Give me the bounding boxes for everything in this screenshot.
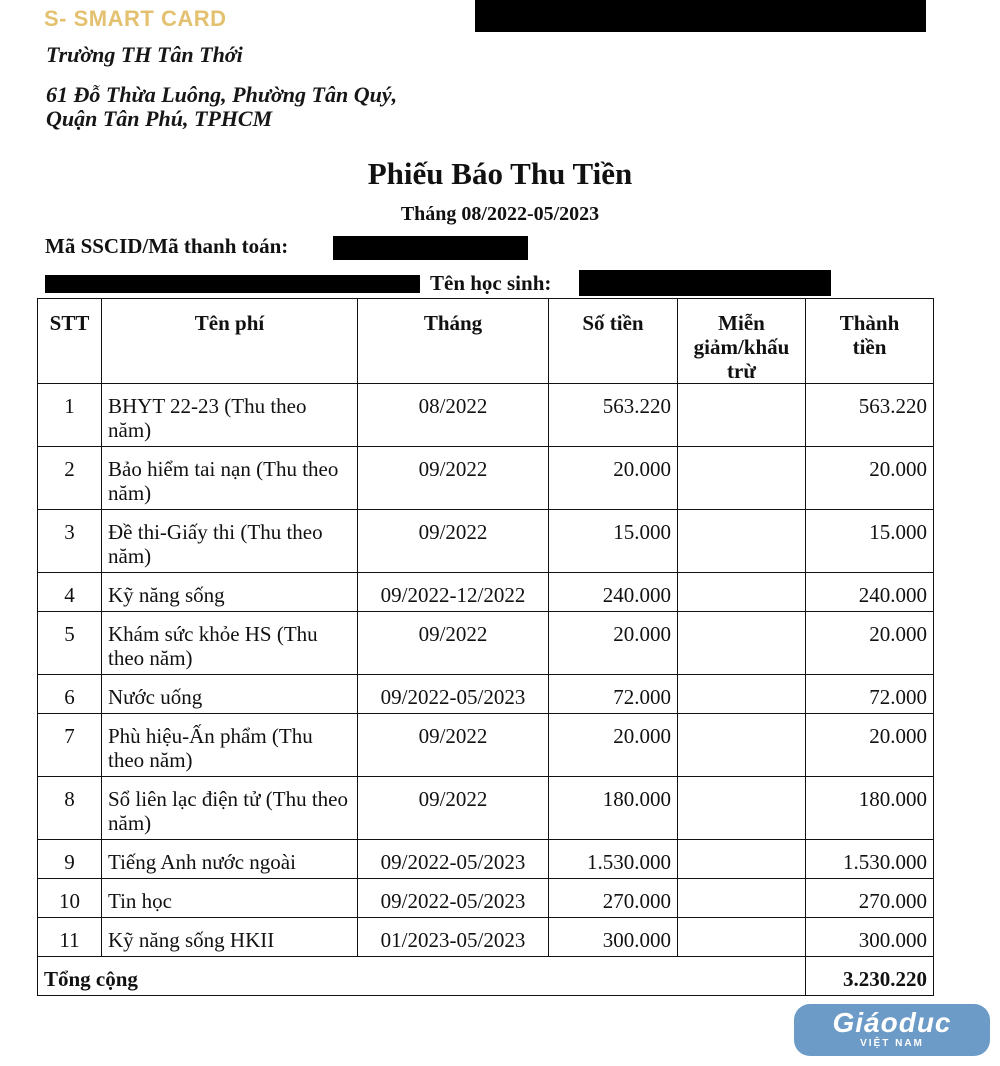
cell-stt: 8 xyxy=(38,777,102,840)
table-row xyxy=(38,447,934,510)
cell-thang: 09/2022 xyxy=(358,510,549,573)
cell-stt: 9 xyxy=(38,840,102,879)
header-thanh-tien-line1: Thành xyxy=(839,311,900,335)
redacted-class xyxy=(45,275,420,293)
cell-ten-phi: Tiếng Anh nước ngoài xyxy=(102,840,358,879)
cell-thanh-tien: 180.000 xyxy=(806,777,934,840)
cell-so-tien: 270.000 xyxy=(549,879,678,918)
cell-thang: 09/2022 xyxy=(358,777,549,840)
table-row xyxy=(38,777,934,840)
header-mien-giam-line3: trừ xyxy=(727,359,756,383)
header-stt: STT xyxy=(38,299,102,384)
school-name: Trường TH Tân Thới xyxy=(46,42,243,67)
table-row xyxy=(38,675,934,714)
table-row xyxy=(38,510,934,573)
cell-thang: 09/2022-05/2023 xyxy=(358,879,549,918)
header-mien-giam-line1: Miễn xyxy=(718,311,765,335)
table-row xyxy=(38,714,934,777)
cell-stt: 7 xyxy=(38,714,102,777)
cell-ten-phi: Khám sức khỏe HS (Thu theo năm) xyxy=(102,612,358,675)
cell-so-tien: 300.000 xyxy=(549,918,678,957)
watermark-text: Giáoduc xyxy=(832,1007,952,1038)
cell-ten-phi: Nước uống xyxy=(102,675,358,714)
fee-table xyxy=(37,298,934,996)
cell-ten-phi: BHYT 22-23 (Thu theo năm) xyxy=(102,384,358,447)
cell-ten-phi: Tin học xyxy=(102,879,358,918)
cell-ten-phi: Phù hiệu-Ấn phẩm (Thu theo năm) xyxy=(102,714,358,777)
cell-thanh-tien: 240.000 xyxy=(806,573,934,612)
cell-mien-giam xyxy=(678,879,806,918)
header-ten-phi: Tên phí xyxy=(102,299,358,384)
cell-mien-giam xyxy=(678,918,806,957)
table-row xyxy=(38,384,934,447)
total-row xyxy=(38,957,934,996)
cell-stt: 1 xyxy=(38,384,102,447)
header-mien-giam xyxy=(678,299,806,384)
header-thanh-tien-line2: tiền xyxy=(852,335,887,359)
cell-ten-phi: Đề thi-Giấy thi (Thu theo năm) xyxy=(102,510,358,573)
cell-thanh-tien: 20.000 xyxy=(806,447,934,510)
cell-stt: 6 xyxy=(38,675,102,714)
cell-so-tien: 240.000 xyxy=(549,573,678,612)
document-title: Phiếu Báo Thu Tiền xyxy=(367,156,633,191)
student-name-label: Tên học sinh: xyxy=(430,271,552,295)
cell-thang: 09/2022 xyxy=(358,447,549,510)
total-label: Tổng cộng xyxy=(38,957,806,996)
cell-stt: 3 xyxy=(38,510,102,573)
school-address-line2: Quận Tân Phú, TPHCM xyxy=(46,106,273,131)
header-thang: Tháng xyxy=(358,299,549,384)
cell-so-tien: 20.000 xyxy=(549,612,678,675)
cell-mien-giam xyxy=(678,510,806,573)
cell-so-tien: 15.000 xyxy=(549,510,678,573)
table-row xyxy=(38,612,934,675)
cell-stt: 2 xyxy=(38,447,102,510)
cell-stt: 10 xyxy=(38,879,102,918)
cell-mien-giam xyxy=(678,612,806,675)
cell-mien-giam xyxy=(678,714,806,777)
cell-thanh-tien: 300.000 xyxy=(806,918,934,957)
cell-so-tien: 20.000 xyxy=(549,447,678,510)
total-value: 3.230.220 xyxy=(806,957,934,996)
cell-thang: 09/2022 xyxy=(358,714,549,777)
cell-so-tien: 180.000 xyxy=(549,777,678,840)
redacted-header-block xyxy=(475,0,926,32)
cell-mien-giam xyxy=(678,447,806,510)
cell-thang: 09/2022-05/2023 xyxy=(358,840,549,879)
cell-thang: 09/2022 xyxy=(358,612,549,675)
header-thanh-tien xyxy=(806,299,934,384)
cell-thang: 01/2023-05/2023 xyxy=(358,918,549,957)
header-mien-giam-line2: giảm/khấu xyxy=(693,335,790,359)
cell-ten-phi: Kỹ năng sống xyxy=(102,573,358,612)
cell-ten-phi: Kỹ năng sống HKII xyxy=(102,918,358,957)
table-row xyxy=(38,573,934,612)
smart-card-logo: S- SMART CARD xyxy=(44,6,227,31)
cell-mien-giam xyxy=(678,573,806,612)
cell-thang: 09/2022-05/2023 xyxy=(358,675,549,714)
school-address-line1: 61 Đỗ Thừa Luông, Phường Tân Quý, xyxy=(46,82,398,107)
header-so-tien: Số tiền xyxy=(549,299,678,384)
sscid-label: Mã SSCID/Mã thanh toán: xyxy=(45,234,289,258)
table-row xyxy=(38,840,934,879)
redacted-student-name xyxy=(579,270,831,296)
cell-stt: 5 xyxy=(38,612,102,675)
cell-so-tien: 72.000 xyxy=(549,675,678,714)
document-period: Tháng 08/2022-05/2023 xyxy=(400,203,600,225)
redacted-sscid xyxy=(333,236,528,260)
cell-ten-phi: Sổ liên lạc điện tử (Thu theo năm) xyxy=(102,777,358,840)
cell-ten-phi: Bảo hiểm tai nạn (Thu theo năm) xyxy=(102,447,358,510)
cell-thanh-tien: 72.000 xyxy=(806,675,934,714)
cell-thanh-tien: 20.000 xyxy=(806,714,934,777)
cell-mien-giam xyxy=(678,777,806,840)
cell-thang: 08/2022 xyxy=(358,384,549,447)
cell-thanh-tien: 270.000 xyxy=(806,879,934,918)
giaoduc-watermark xyxy=(794,1004,990,1056)
table-row xyxy=(38,879,934,918)
cell-stt: 11 xyxy=(38,918,102,957)
cell-so-tien: 1.530.000 xyxy=(549,840,678,879)
cell-so-tien: 20.000 xyxy=(549,714,678,777)
cell-mien-giam xyxy=(678,384,806,447)
cell-thanh-tien: 563.220 xyxy=(806,384,934,447)
cell-thanh-tien: 20.000 xyxy=(806,612,934,675)
cell-stt: 4 xyxy=(38,573,102,612)
cell-mien-giam xyxy=(678,840,806,879)
cell-thang: 09/2022-12/2022 xyxy=(358,573,549,612)
cell-mien-giam xyxy=(678,675,806,714)
table-header-row xyxy=(38,299,934,384)
cell-thanh-tien: 1.530.000 xyxy=(806,840,934,879)
watermark-subtext: VIỆT NAM xyxy=(860,1038,924,1049)
cell-thanh-tien: 15.000 xyxy=(806,510,934,573)
table-row xyxy=(38,918,934,957)
cell-so-tien: 563.220 xyxy=(549,384,678,447)
